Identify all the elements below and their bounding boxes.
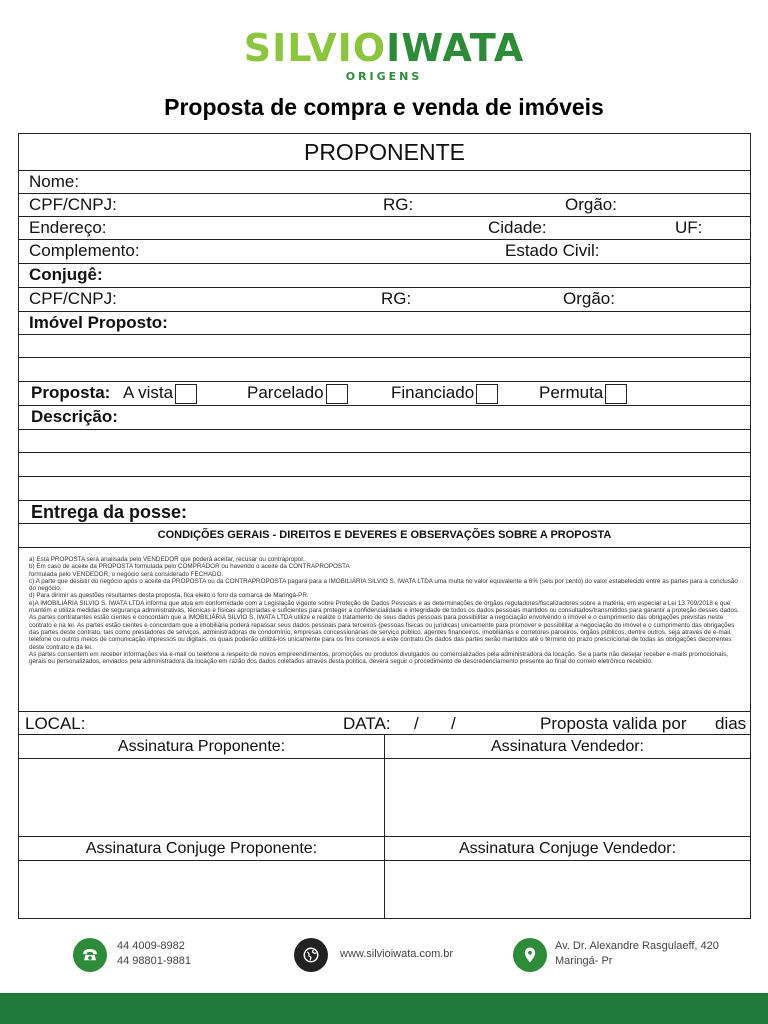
conditions-title: CONDIÇÕES GERAIS - DIREITOS E DEVERES E OBSERVAÇÕES SOBRE A PROPOSTA (157, 529, 612, 541)
assinatura-conjuge-vendedor-area[interactable] (385, 861, 750, 918)
conjuge-orgao-label: Orgão: (563, 289, 615, 308)
complemento-row[interactable] (19, 239, 750, 263)
brand-tagline: ORIGENS (345, 70, 423, 83)
phone-numbers[interactable] (117, 939, 191, 969)
form-header-row (19, 134, 750, 170)
phone-1[interactable]: 44 4009-8982 (117, 940, 185, 952)
proposta-row (19, 381, 750, 405)
local-data-row[interactable] (19, 711, 750, 734)
assinatura-vendedor-area[interactable] (385, 759, 750, 836)
phone-2[interactable]: 44 98801-9881 (117, 955, 192, 967)
nome-label: Nome: (29, 172, 80, 191)
document-title: Proposta de compra e venda de imóveis (164, 94, 604, 120)
imovel-row[interactable] (19, 311, 750, 334)
checkbox-parcelado[interactable] (326, 384, 348, 404)
conditions-title-row (19, 523, 750, 547)
estado-civil-label: Estado Civil: (505, 241, 600, 260)
checkbox-permuta[interactable] (605, 384, 627, 404)
conjuge-cpf-label: CPF/CNPJ: (29, 289, 117, 308)
imovel-blank-row-1[interactable] (19, 334, 750, 357)
checkbox-financiado[interactable] (476, 384, 498, 404)
legal-paragraph-e: e)A IMOBILIÁRIA SILVIO S. IWATA LTDA informa que atua em conformidade com a Legislação vigente sobre Proteção de Dados Pessoais e as determinações de órgãos reguladores/fiscalizadores sobre a matéria, em especial a Lei 13.709/2018 e que mantém e utiliza medidas de segurança administrativas, técnicas e físicas apropriadas e suficientes para proteger a confidencialidade e integridade de todos os dados pessoais mantidos ou consultados/transmitidos para garantir a proteção desses dados. (29, 599, 739, 615)
descricao-blank-row-2[interactable] (19, 452, 750, 476)
brand-name-part2: IWATA (386, 26, 525, 70)
legal-section (19, 547, 750, 711)
descricao-label: Descrição: (31, 407, 118, 426)
option-parcelado[interactable] (247, 382, 348, 404)
cpf-row[interactable] (19, 193, 750, 216)
date-slash-1: / (414, 714, 419, 733)
entrega-row[interactable] (19, 500, 750, 523)
option-parcelado-label: Parcelado (247, 383, 324, 402)
date-slash-2: / (451, 714, 456, 733)
brand-name (0, 28, 768, 68)
globe-icon (294, 938, 328, 972)
globe-icon-glyph (302, 946, 320, 964)
uf-label: UF: (675, 218, 703, 237)
local-label: LOCAL: (25, 714, 86, 733)
endereco-row[interactable] (19, 216, 750, 239)
validade-prefix: Proposta valida por (540, 714, 687, 733)
checkbox-a-vista[interactable] (175, 384, 197, 404)
phone-icon-glyph (81, 946, 99, 964)
option-a-vista-label: A vista (123, 383, 174, 402)
entrega-label: Entrega da posse: (31, 502, 188, 522)
legal-paragraph-b-cont: formulada pelo VENDEDOR, o negócio será considerado FECHADO. (29, 570, 224, 578)
address (555, 939, 719, 969)
legal-paragraph-consent: As partes consentem em receber informações via e-mail ou telefone a respeito de novos empreendimentos, promoções ou produtos divulgados ou comercializados pela administradora da locação. Se a parte não desejar receber e-mails promocionais, gerais ou personalizados, enviados pela administradora da locação em razão dos dados coletados através desta política, deverá seguir o procedimento de descredenciamento presente ao final do correio eletrônico recebido. (29, 650, 728, 666)
legal-paragraph-b: b) Em caso de aceite da PROPOSTA formulada pelo COMPRADOR ou havendo o aceite da CONTRAPROPOSTA (29, 563, 350, 571)
cidade-label: Cidade: (488, 218, 547, 237)
assinatura-conjuge-proponente-label: Assinatura Conjuge Proponente: (85, 840, 318, 857)
assinatura-conjuge-vendedor-label: Assinatura Conjuge Vendedor: (458, 840, 677, 857)
conjuge-row[interactable] (19, 263, 750, 287)
brand-logo (0, 28, 768, 83)
footer (0, 935, 768, 985)
assinatura-proponente-label: Assinatura Proponente: (117, 738, 286, 755)
nome-row[interactable] (19, 170, 750, 193)
location-pin-icon (513, 938, 547, 972)
bottom-bar (0, 993, 768, 1024)
section-title: PROPONENTE (303, 139, 466, 165)
conjuge-cpf-row[interactable] (19, 287, 750, 311)
data-label: DATA: (343, 714, 391, 733)
option-permuta-label: Permuta (539, 383, 604, 402)
brand-name-part1: SILVIO (243, 26, 387, 70)
imovel-blank-row-2[interactable] (19, 357, 750, 381)
legal-text (29, 556, 741, 665)
conjuge-label: Conjugê: (29, 265, 103, 284)
descricao-blank-row-1[interactable] (19, 429, 750, 452)
proposta-label: Proposta: (31, 383, 111, 402)
website-link[interactable]: www.silvioiwata.com.br (340, 948, 454, 960)
proposal-form (18, 133, 751, 919)
legal-paragraph-c: c) A parte que desistir do negócio após o aceite da PROPOSTA ou da CONTRAPROPOSTA pagará para a IMOBILIÁRIA SILVIO S. IWATA LTDA uma multa no valor equivalente a 6% (seis por cento) do valor estabelecido entre as partes para a conclusão do negócio. (29, 577, 738, 593)
option-financiado[interactable] (391, 382, 498, 404)
location-pin-icon-glyph (521, 946, 539, 964)
legal-paragraph-data-sharing: As partes contratantes estão cientes e concordam que a IMOBILIÁRIA SILVIO S. IWATA LTDA utilize e realize o tratamento de seus dados pessoais para possibilitar a negociação envolvendo o imóvel e o cumprimento das obrigações previstas neste contrato e na lei. As partes estão cientes e concordam que a imobiliária poderá repassar seus dados pessoais para terceiros (pessoas físicas ou jurídicas) unicamente para promover e possibilitar a negociação do imóvel e o cumprimento das obrigações das partes deste contrato, tais como prestadores de serviços, administradoras de condomínio, empresas concessionárias de serviço público, agentes financeiros, imobiliárias e corretores parceiros, órgãos públicos, dentre outros, seja através de e-mail, telefone ou outros meios de comunicação impressos ou digitais, os quais poderão utilizá-los unicamente para os fins conexos a este contrato.Os dados das partes serão mantidos até o término do prazo prescricional de todas as obrigações decorrentes deste contrato e da lei. (29, 614, 735, 651)
option-a-vista[interactable] (123, 382, 197, 404)
option-permuta[interactable] (539, 382, 627, 404)
assinatura-vendedor-label: Assinatura Vendedor: (491, 738, 644, 755)
assinatura-conjuge-proponente-area[interactable] (19, 861, 384, 918)
phone-icon (73, 938, 107, 972)
imovel-label: Imóvel Proposto: (29, 313, 168, 332)
assinatura-proponente-area[interactable] (19, 759, 384, 836)
cpf-label: CPF/CNPJ: (29, 195, 117, 214)
rg-label: RG: (383, 195, 414, 214)
legal-paragraph-d: d) Para dirimir as questões resultantes desta proposta, fica eleito o foro da comarca de Maringá-PR. (29, 592, 309, 600)
option-financiado-label: Financiado (391, 383, 475, 402)
address-line-1: Av. Dr. Alexandre Rasgulaeff, 420 (555, 940, 719, 952)
endereco-label: Endereço: (29, 218, 107, 237)
conjuge-rg-label: RG: (381, 289, 412, 308)
descricao-blank-row-3[interactable] (19, 476, 750, 500)
validade-suffix: dias (715, 714, 747, 733)
descricao-row[interactable] (19, 405, 750, 429)
legal-paragraph-a: a) Esta PROPOSTA será analisada pelo VENDEDOR que poderá aceitar, recusar ou contrapropor. (29, 556, 305, 563)
address-line-2: Maringá- Pr (555, 955, 613, 967)
signature-divider (384, 734, 385, 918)
orgao-label: Orgão: (565, 195, 617, 214)
complemento-label: Complemento: (29, 241, 140, 260)
